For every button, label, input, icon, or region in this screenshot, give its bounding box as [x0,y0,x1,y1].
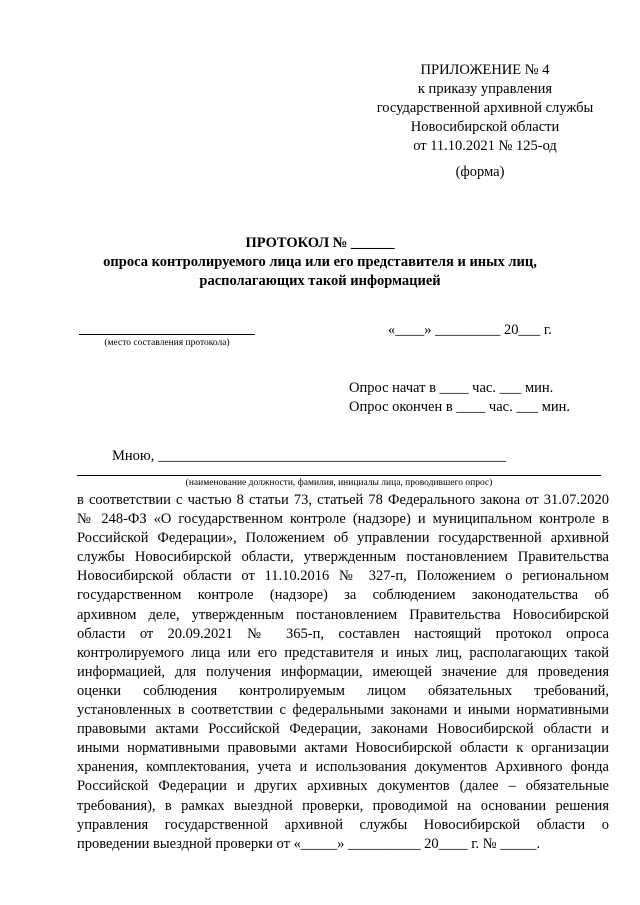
attachment-header [340,61,630,156]
date-field: «____» _________ 20___ г. [388,322,552,338]
conductor-caption: (наименование должности, фамилия, инициалы лица, проводившего опрос) [185,478,493,488]
protocol-subtitle-2: располагающих такой информацией [199,273,441,289]
body-line: иными нормативными правовыми актами Новосибирской области к организации [77,740,609,757]
survey-start: Опрос начат в ____ час. ___ мин. [349,380,554,396]
body-line: службы Новосибирской области, утвержденным постановлением Правительства [77,549,609,566]
attachment-region: Новосибирской области [410,119,560,135]
body-line: установленных в соответствии с федеральными законами и иными нормативными [77,702,609,719]
body-line: государственном контроле (надзоре) за соблюдением законодательства об [77,587,609,604]
body-line: № 248-ФЗ «О государственном контроле (надзоре) и муниципальном контроле в [77,511,609,528]
conductor-line: Мною, ________________________________________________ [112,448,506,464]
body-line: контролируемого лица или его представителя и иных лиц, располагающих такой [77,644,609,661]
body-line: информацией, для получения информации, имеющей значение для проведения [77,663,609,680]
attachment-number: ПРИЛОЖЕНИЕ № 4 [420,62,550,78]
body-line: управления государственной архивной службы Новосибирской области о [77,816,609,833]
place-blank-line [79,334,255,335]
body-line: в соответствии с частью 8 статьи 73, статьей 78 Федерального закона от 31.07.2020 [77,492,609,508]
body-line: требования), в рамках выездной проверки, проводимой на основании решения [77,797,609,814]
body-line: архивном деле, утвержденным постановлением Правительства Новосибирской [77,606,609,623]
body-line: оценки соблюдения контролируемым лицом обязательных требований, [77,682,609,699]
protocol-subtitle-1: опроса контролируемого лица или его представителя и иных лиц, [103,254,537,270]
conductor-blank-line [77,475,601,476]
body-line: правовыми актами Российской Федерации, законами Новосибирской области и [77,721,609,738]
body-line: Российской Федерации», Положением об управлении государственной архивной [77,530,609,547]
document-title [60,234,580,291]
body-line: Новосибирской области от 11.10.2016 № 327-п, Положением о региональном [77,568,609,585]
place-caption: (место составления протокола) [104,338,230,348]
survey-times [349,379,570,417]
attachment-order-ref: к приказу управления [417,81,553,97]
survey-end: Опрос окончен в ____ час. ___ мин. [349,399,571,415]
body-line: хранения, комплектования, учета и использования документов Архивного фонда [77,759,609,776]
attachment-department: государственной архивной службы [376,100,594,116]
body-paragraph [77,491,609,854]
body-line: Российской Федерации и других архивных документов (далее – обязательные [77,778,609,795]
form-label: (форма) [455,164,505,180]
body-line: области от 20.09.2021 № 365-п, составлен настоящий протокол опроса [77,625,609,642]
body-line: проведении выездной проверки от «_____» __________ 20____ г. № _____. [77,835,541,852]
attachment-order-date: от 11.10.2021 № 125-од [413,138,557,154]
protocol-title: ПРОТОКОЛ № ______ [245,235,395,251]
